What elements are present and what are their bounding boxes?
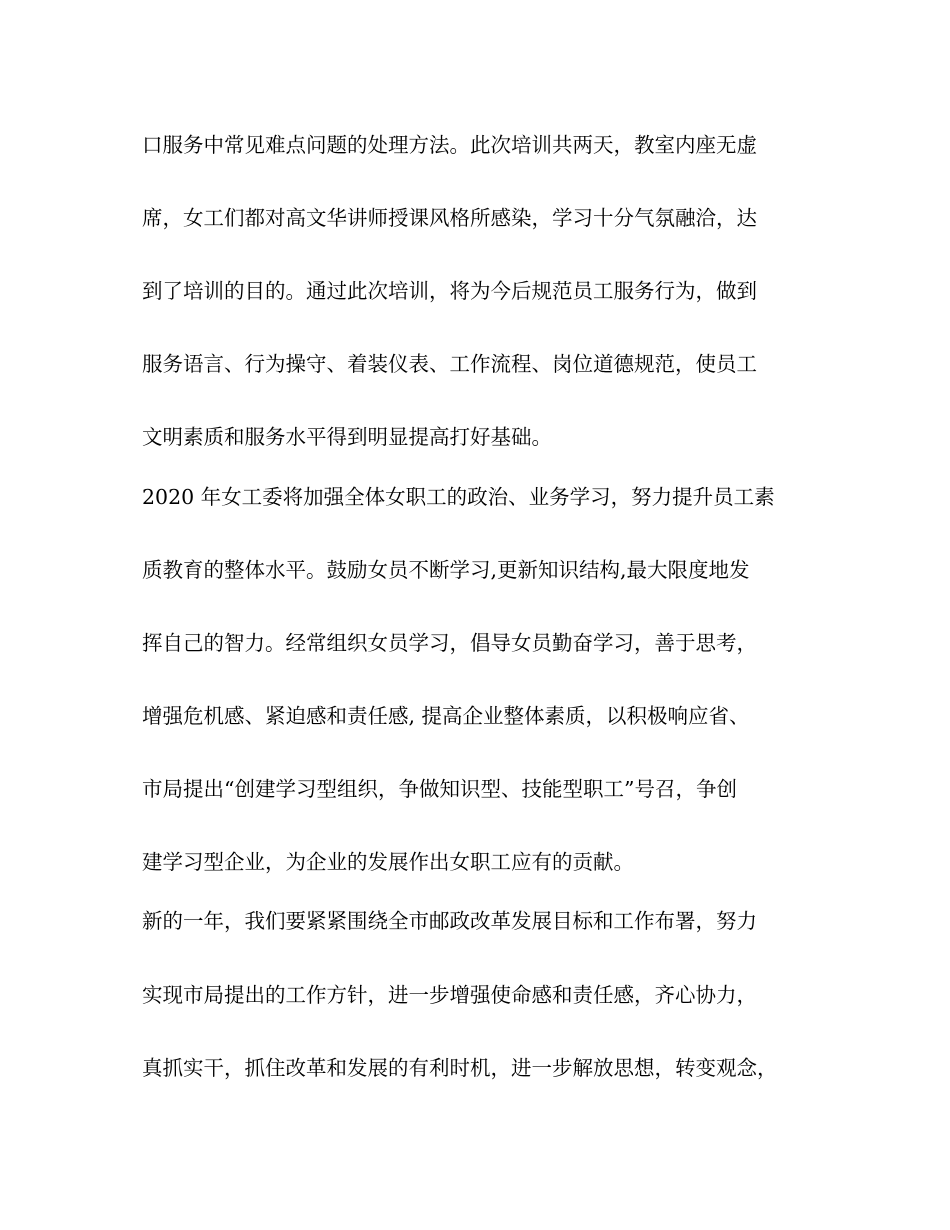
- text-line: 实现市局提出的工作方针，进一步增强使命感和责任感，齐心协力，: [142, 983, 757, 1007]
- text-line: 增强危机感、紧迫感和责任感, 提高企业整体素质，以积极响应省、: [142, 704, 750, 728]
- text-line: 真抓实干，抓住改革和发展的有利时机，进一步解放思想，转变观念，: [142, 1056, 778, 1080]
- text-line: 服务语言、行为操守、着装仪表、工作流程、岗位道德规范，使员工: [142, 352, 757, 376]
- text-line: 2020 年女工委将加强全体女职工的政治、业务学习，努力提升员工素: [142, 485, 775, 509]
- text-line: 建学习型企业，为企业的发展作出女职工应有的贡献。: [142, 850, 634, 874]
- text-line: 挥自己的智力。经常组织女员学习，倡导女员勤奋学习，善于思考，: [142, 631, 757, 655]
- text-line: 新的一年，我们要紧紧围绕全市邮政改革发展目标和工作布署，努力: [142, 909, 757, 933]
- text-line: 口服务中常见难点问题的处理方法。此次培训共两天，教室内座无虚: [142, 133, 757, 157]
- text-line: 质教育的整体水平。鼓励女员不断学习,更新知识结构,最大限度地发: [142, 558, 750, 582]
- text-line: 文明素质和服务水平得到明显提高打好基础。: [142, 425, 552, 449]
- text-line: 席，女工们都对高文华讲师授课风格所感染，学习十分气氛融洽，达: [142, 206, 757, 230]
- text-line: 市局提出“创建学习型组织，争做知识型、技能型职工”号召，争创: [142, 777, 737, 801]
- text-line: 到了培训的目的。通过此次培训，将为今后规范员工服务行为，做到: [142, 279, 757, 303]
